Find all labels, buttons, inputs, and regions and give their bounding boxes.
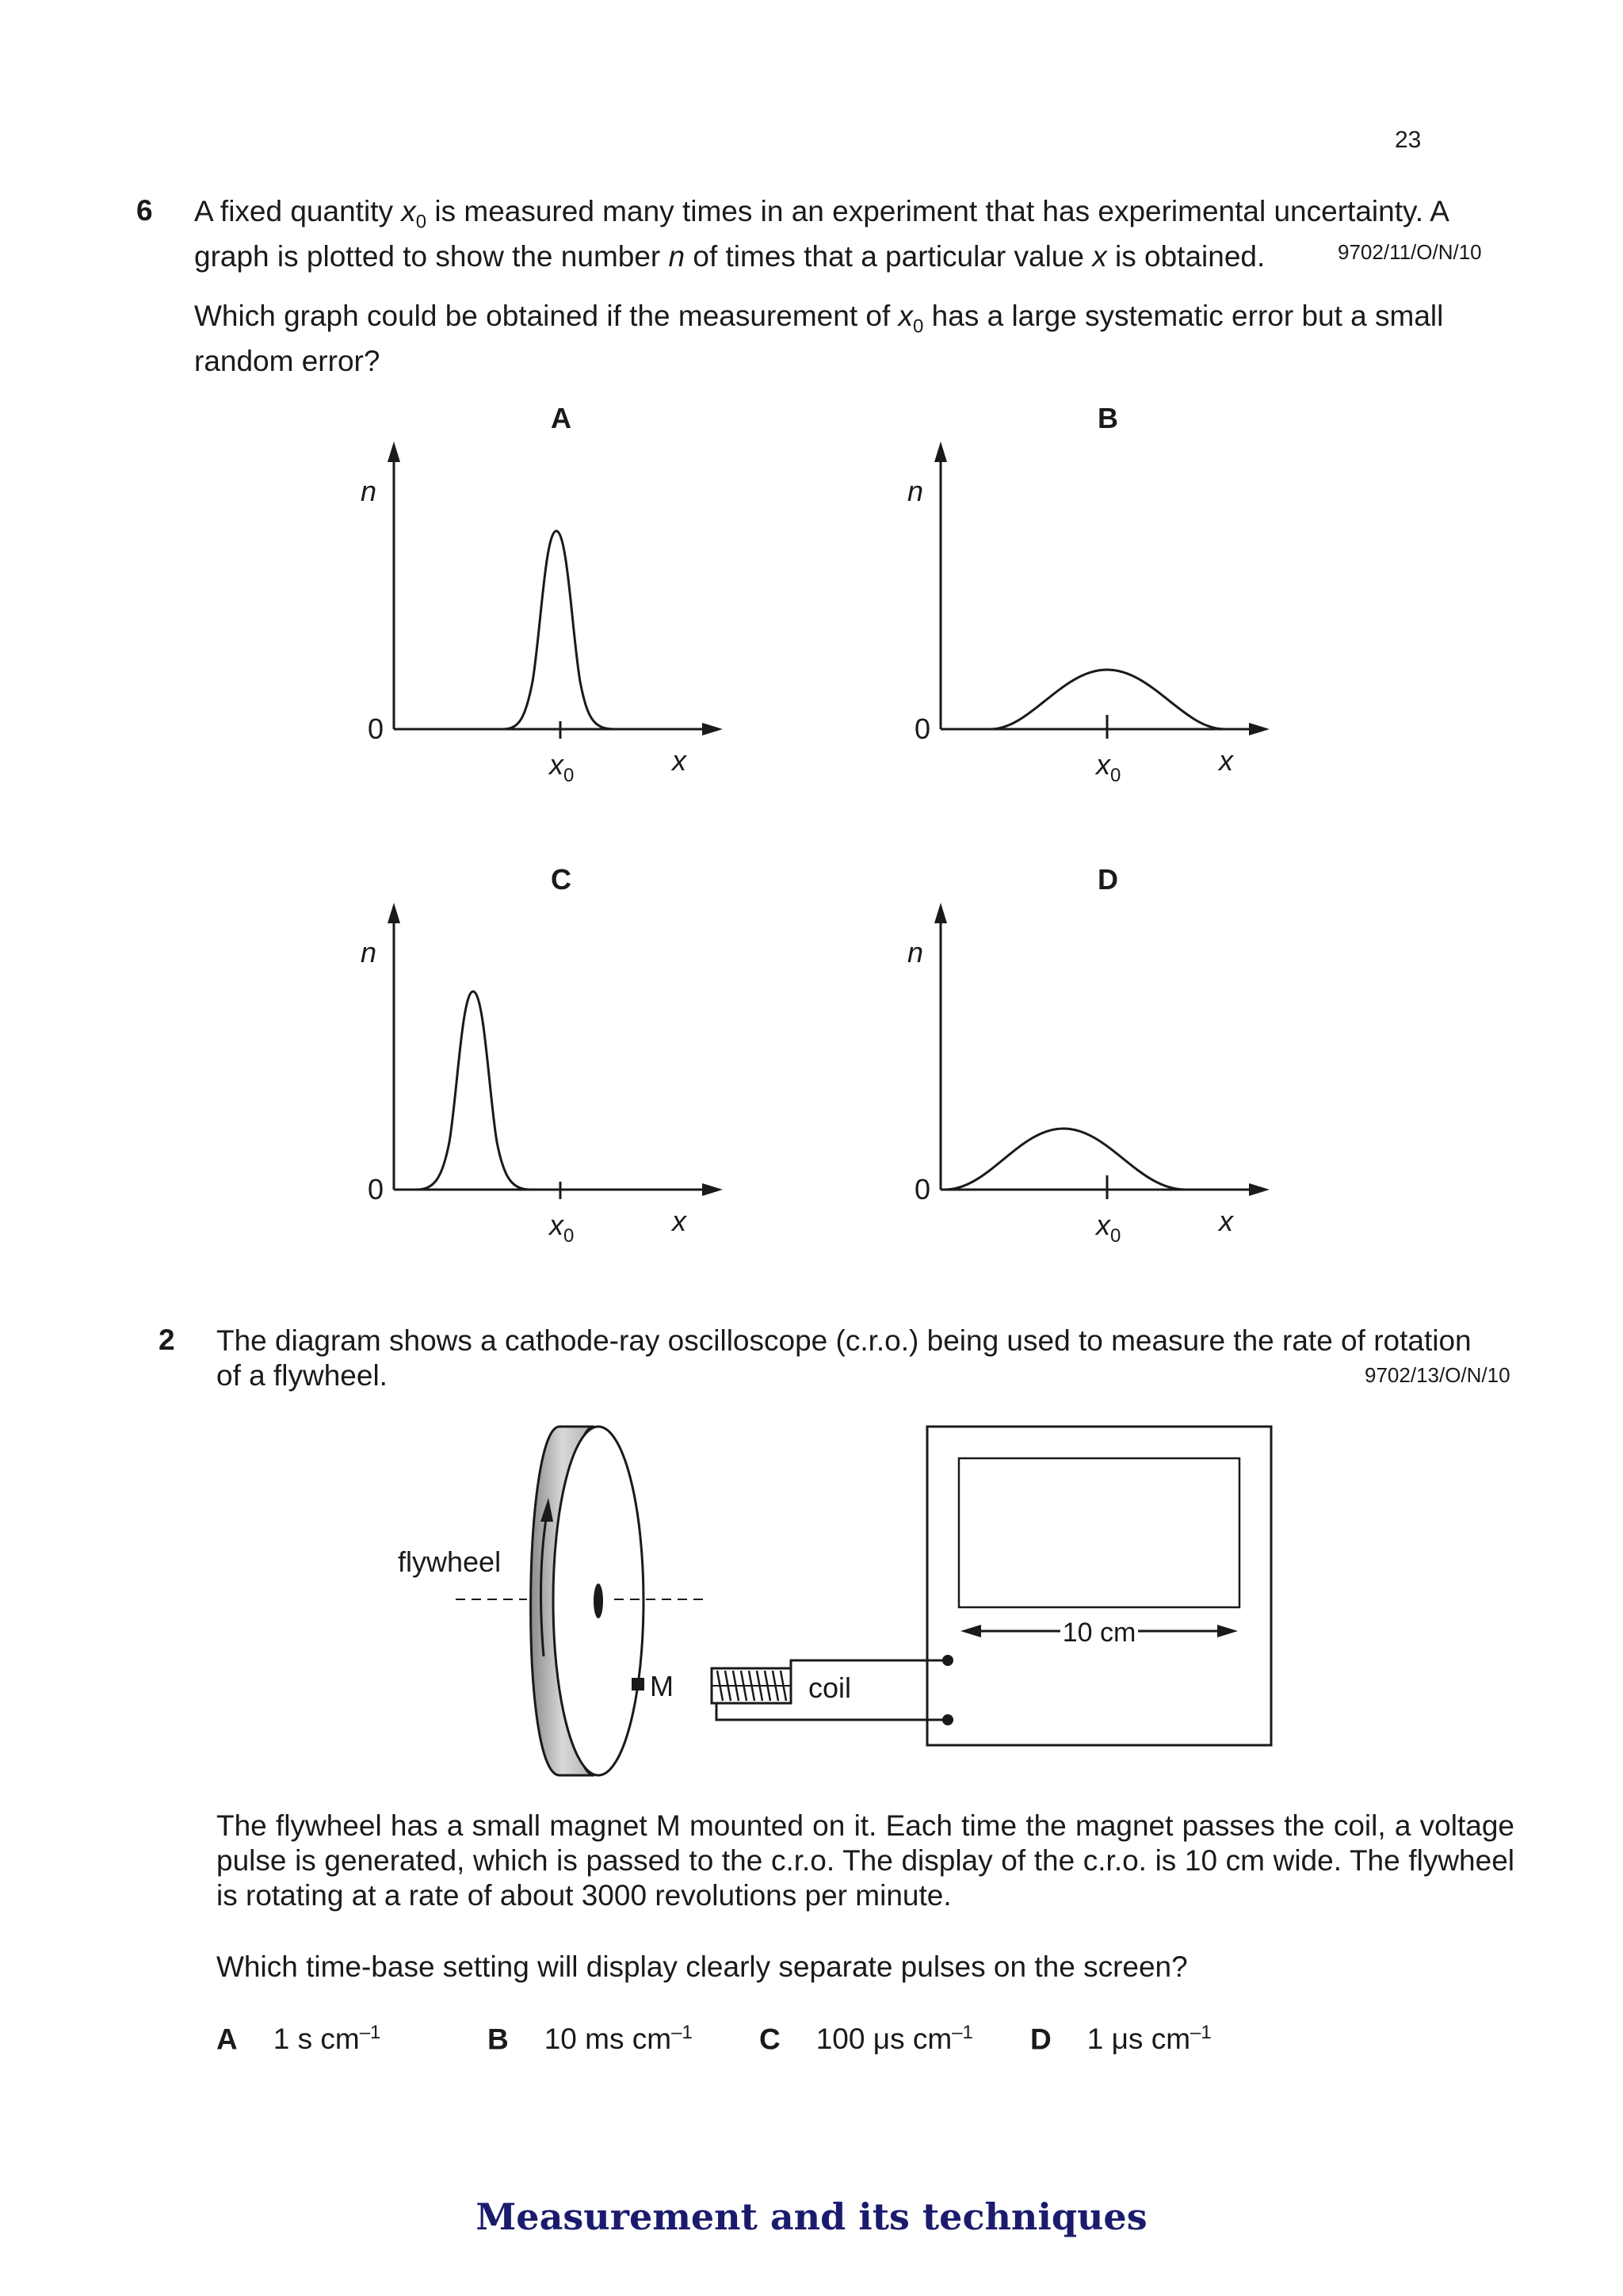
option-d: D 1 μs $cm^{-1}$ <box>1030 2022 1212 2056</box>
graph-d-n-label: n <box>907 936 924 968</box>
graph-d-x0-label: $x_0$ <box>1096 1209 1121 1247</box>
flywheel <box>398 1427 705 1775</box>
graph-c-x-label: x <box>672 1205 686 1237</box>
question-6-number: 6 <box>136 194 153 227</box>
question-2-prompt: Which time-base setting will display clearly separate pulses on the screen? <box>216 1950 1188 1983</box>
option-a: A 1 s $cm^{-1}$ <box>216 2022 381 2056</box>
cro-diagram <box>0 1395 1623 1791</box>
graph-c-label: C <box>551 863 571 896</box>
flywheel-axle <box>594 1584 603 1618</box>
graph-c-zero: 0 <box>367 1173 384 1205</box>
magnet-label: M <box>650 1670 674 1702</box>
option-b: B 10 ms $cm^{-1}$ <box>487 2022 693 2056</box>
graph-b-n-label: n <box>907 475 924 507</box>
graph-a-curve <box>503 531 614 729</box>
graph-d-x-arrow <box>1249 1183 1270 1196</box>
question-6-code: 9702/11/O/N/10 <box>1338 240 1482 264</box>
question-6-prompt: Which graph could be obtained if the measurement of $x_0$ has a large systematic error but a small random error? <box>194 300 1444 378</box>
graph-a <box>361 402 723 786</box>
cro-terminal-bottom <box>942 1714 953 1725</box>
graph-b-x-label: x <box>1219 744 1233 777</box>
width-label: 10 cm <box>1062 1618 1136 1648</box>
graph-c-x-arrow <box>702 1183 723 1196</box>
graph-d <box>907 863 1270 1247</box>
magnet <box>632 1678 644 1690</box>
cro-screen <box>959 1458 1239 1607</box>
question-2-text: The diagram shows a cathode-ray oscilloscope (c.r.o.) being used to measure the rate of rotation of a flywheel. <box>216 1324 1472 1392</box>
coil-wire-top <box>791 1660 948 1672</box>
question-2-paragraph: The flywheel has a small magnet M mounted on it. Each time the magnet passes the coil, a voltage pulse is generated, which is passed to the c.r.o. The display of the c.r.o. is 10 cm wide. The flywheel is rotating at a rate of about 3000 revolutions per minute. <box>216 1809 1514 1912</box>
question-2-code: 9702/13/O/N/10 <box>1365 1363 1510 1387</box>
graph-a-label: A <box>551 402 571 434</box>
graph-a-n-label: n <box>360 475 377 507</box>
graph-c-x0-label: $x_0$ <box>549 1209 575 1247</box>
graph-b-x-arrow <box>1249 723 1270 735</box>
graph-b <box>907 402 1270 786</box>
graph-c <box>361 863 723 1247</box>
question-2-number: 2 <box>158 1324 175 1356</box>
graph-b-x0-label: $x_0$ <box>1096 748 1121 786</box>
graph-a-x-arrow <box>702 723 723 735</box>
graph-d-curve <box>945 1129 1186 1190</box>
graph-b-label: B <box>1098 402 1118 434</box>
cro-box <box>927 1427 1271 1745</box>
question-6-line-1: A fixed quantity $x_0$ is measured many times in an experiment that has experimental uncertainty. A <box>194 195 1449 233</box>
question-6-line-2: graph is plotted to show the number n of times that a particular value x is obtained. <box>194 240 1266 273</box>
coil-label: coil <box>808 1671 852 1704</box>
cro-terminal-top <box>942 1655 953 1666</box>
graph-d-zero: 0 <box>914 1173 931 1205</box>
page-number: 23 <box>1395 127 1422 153</box>
coil-wire-bottom <box>716 1703 948 1720</box>
flywheel-label: flywheel <box>398 1545 502 1578</box>
graph-d-x-label: x <box>1219 1205 1233 1237</box>
graph-b-zero: 0 <box>914 712 931 745</box>
graph-c-curve <box>416 991 531 1190</box>
graph-a-y-arrow <box>388 441 400 462</box>
graph-a-x0-label: $x_0$ <box>549 748 575 786</box>
footer-title: Measurement and its techniques <box>475 2195 1148 2238</box>
graph-a-zero: 0 <box>367 712 384 745</box>
graph-c-y-arrow <box>388 903 400 923</box>
option-c: C 100 μs $cm^{-1}$ <box>759 2022 973 2056</box>
graph-d-y-arrow <box>934 903 947 923</box>
graph-b-y-arrow <box>934 441 947 462</box>
coil <box>712 1655 953 1725</box>
graph-d-label: D <box>1098 863 1118 896</box>
graph-a-x-label: x <box>672 744 686 777</box>
graph-c-n-label: n <box>360 936 377 968</box>
